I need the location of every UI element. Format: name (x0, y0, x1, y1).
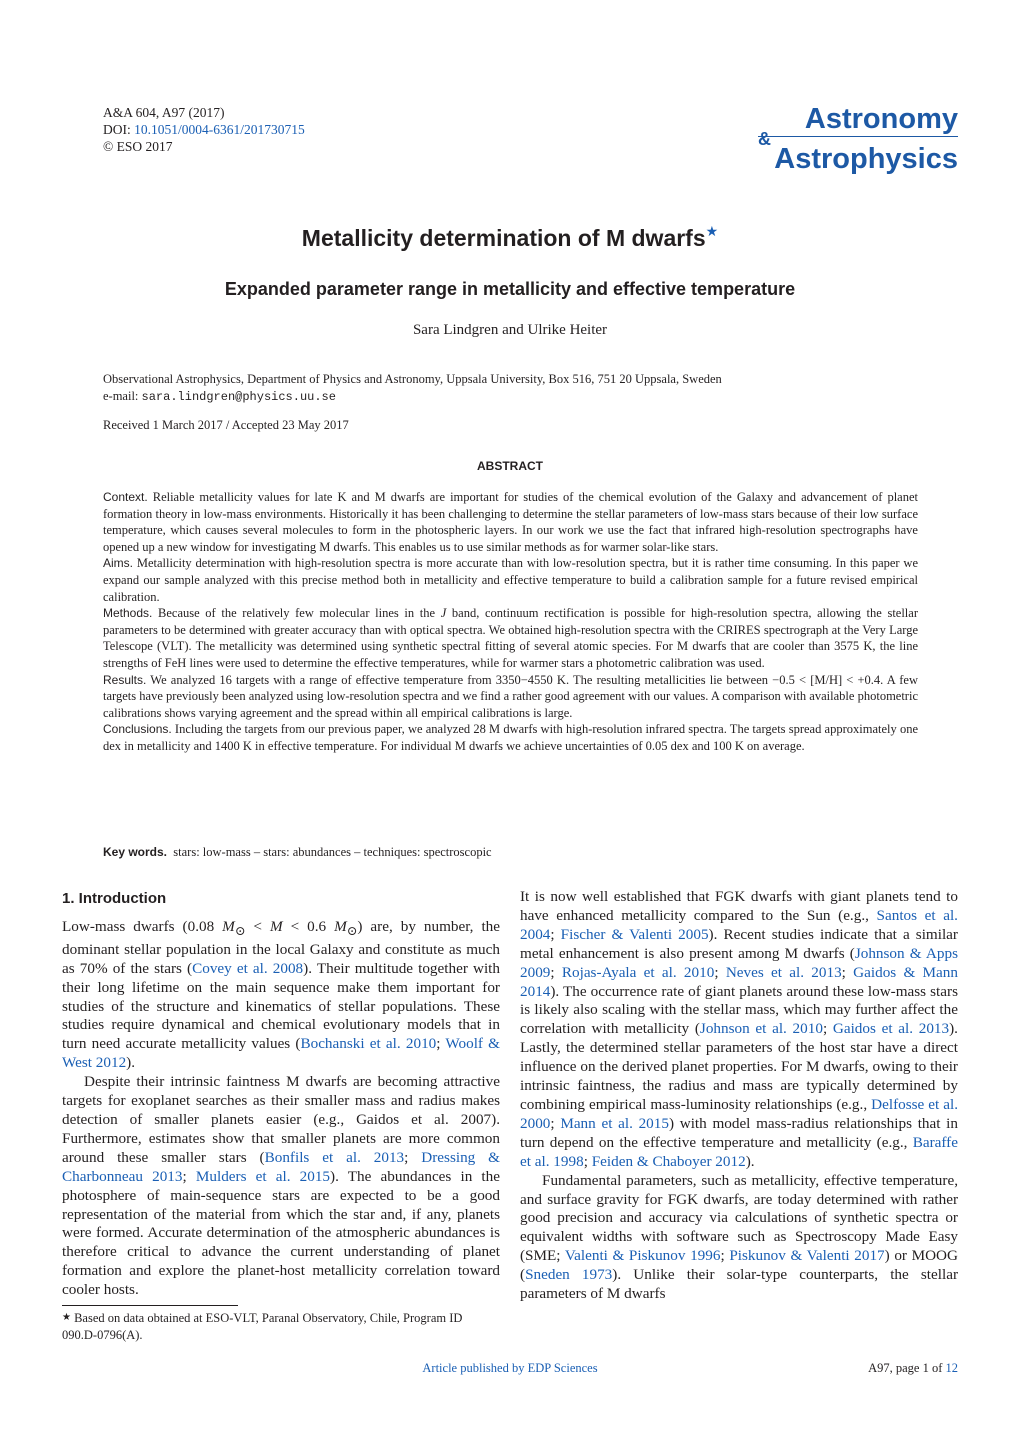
abstract-conclusions-text: Including the targets from our previous paper, we analyzed 28 M dwarfs with high-resolution infrared spectra. The targets spread approximately one dex in metallicity and 1400 K in effective temperature. For individual M dwarfs we achieve uncertainties of 0.05 dex and 100 K on average. (103, 722, 918, 753)
left-column (62, 888, 500, 1300)
math-symbol: M (334, 917, 347, 935)
journal-logo-astronomy: Astronomy (758, 104, 958, 137)
text-run: ). The abundances in the photosphere of main-sequence stars are expected to be a good representation of the material from which the star and, if any, planets were formed. Accurate determination of the atmospheric abundances is therefore critical to advance the current understanding of planet formation and explore the planet-host metallicity correlation toward cooler hosts. (62, 1167, 500, 1299)
intro-paragraph-1 (62, 918, 500, 1073)
text-run: ; (550, 925, 561, 943)
citation-link[interactable]: Gaidos et al. 2013 (832, 1020, 950, 1038)
math-symbol: M (222, 917, 235, 935)
abstract-aims-text: Metallicity determination with high-resolution spectra is more accurate than with low-resolution spectra, but it is rather time consuming. In this paper we expand our sample analyzed with this precise method both in metallicity and effective temperature to build a calibration sample for a future revised empirical calibration. (103, 556, 918, 604)
abstract-methods-band: J (440, 606, 447, 621)
text-run: ) with model mass-radius relationships that in turn depend on the effective temperature and metallicity (e.g., (520, 1114, 958, 1151)
citation-link[interactable]: Neves et al. 2013 (725, 963, 842, 981)
text-run: ; (720, 1247, 730, 1265)
math-symbol: M (269, 917, 283, 935)
citation-link[interactable]: Johnson et al. 2010 (699, 1020, 823, 1038)
received-dates: Received 1 March 2017 / Accepted 23 May 2017 (103, 418, 349, 432)
text-run: It is now well established that FGK dwarfs with giant planets tend to have enhanced metallicity compared to the Sun (e.g., (520, 888, 958, 924)
authors: Sara Lindgren and Ulrike Heiter (412, 322, 608, 338)
abstract (103, 489, 918, 755)
abstract-aims-label: Aims. (103, 556, 133, 571)
abstract-results-label: Results. (103, 672, 147, 687)
abstract-conclusions-label: Conclusions. (103, 722, 172, 737)
text-run: Low-mass dwarfs (0.08 (62, 917, 223, 935)
text-run: ) are, by number, the dominant stellar population in the local Galaxy and constitute as much as 70% of the stars ( (62, 917, 500, 977)
footer-page-number (868, 1361, 958, 1376)
abstract-results (103, 672, 918, 722)
text-run: ). Recent studies indicate that a similar metal enhancement is also present among M dwarfs ( (520, 925, 958, 962)
sun-symbol: ⊙ (346, 923, 358, 938)
citation-link[interactable]: Valenti & Piskunov 1996 (564, 1247, 721, 1265)
email-address: sara.lindgren@physics.uu.se (141, 390, 336, 404)
citation-link[interactable]: Delfosse et al. 2000 (520, 1095, 959, 1132)
abstract-methods-text-a: Because of the relatively few molecular lines in the (152, 606, 441, 621)
footnote (62, 1310, 500, 1344)
abstract-aims (103, 555, 918, 605)
abstract-conclusions (103, 721, 918, 754)
text-run: ). Their multitude together with their long lifetime on the main sequence make them important for studies of the structure and kinematics of stellar populations. These studies require dynamical and chemical evolutionary models that in turn need accurate metallicity values ( (62, 959, 500, 1053)
text-run: ; (714, 963, 726, 981)
text-run: ; (182, 1167, 196, 1185)
paper-title-text: Metallicity determination of M dwarfs (301, 225, 706, 251)
citation-link[interactable]: Feiden & Chaboyer 2012 (591, 1152, 746, 1170)
text-run: ; (436, 1035, 446, 1053)
text-run: ; (404, 1148, 422, 1166)
citation: A&A 604, A97 (2017) (103, 105, 225, 120)
text-run: ; (583, 1152, 592, 1170)
right-column (520, 888, 958, 1304)
footnote-mark: ★ (62, 1312, 71, 1323)
citation-link[interactable]: Sneden 1973 (525, 1266, 613, 1284)
citation-link[interactable]: Baraffe et al. 1998 (520, 1133, 958, 1170)
text-run: ; (841, 963, 854, 981)
email-line (103, 388, 933, 406)
affiliation (103, 371, 933, 406)
citation-link[interactable]: Mann et al. 2015 (560, 1114, 669, 1132)
abstract-context (103, 489, 918, 555)
text-run: ; (550, 1114, 561, 1132)
doi-link[interactable]: 10.1051/0004-6361/201730715 (134, 122, 305, 137)
text-run: ). Unlike their solar-type counterparts, the stellar parameters of M dwarfs (520, 1266, 958, 1303)
citation-link[interactable]: Dressing & Charbonneau 2013 (62, 1148, 500, 1185)
text-run: ). (126, 1054, 136, 1072)
journal-logo[interactable] (758, 104, 958, 174)
abstract-results-text: We analyzed 16 targets with a range of effective temperature from 3350−4550 K. The resulting metallicities lie between −0.5 < [M/H] < +0.4. A few targets have previously been analyzed using low-resolution spectra and we find a rather good agreement with our values. A comparison with available photometric calibrations shows varying agreement and the spread within all empirical calibrations is large. (103, 672, 918, 720)
journal-logo-astrophysics: Astrophysics (774, 143, 958, 175)
text-run: ). (745, 1152, 755, 1170)
footnote-text: Based on data obtained at ESO-VLT, Paranal Observatory, Chile, Program ID 090.D-0796(A). (62, 1311, 463, 1342)
abstract-methods-text-b: band, continuum rectification is possible for high-resolution spectra, allowing the stellar parameters to be determined with greater accuracy than with optical spectra. We obtained high-resolution spectra with the CRIRES spectrograph at the Very Large Telescope (VLT). The metallicity was determined using synthetic spectral fitting of several atomic species. For M dwarfs that are cooler than 3575 K, the line strengths of FeH lines were used to determine the effective temperatures, while for warmer stars a photometric calibration was used. (103, 606, 918, 670)
sun-symbol: ⊙ (234, 923, 246, 938)
section-heading-introduction: 1. Introduction (62, 890, 167, 907)
copyright: © ESO 2017 (103, 139, 173, 154)
citation-link[interactable]: Woolf & West 2012 (62, 1035, 500, 1072)
paper-subtitle: Expanded parameter range in metallicity and effective temperature (224, 279, 796, 299)
text-run: ). The occurrence rate of giant planets around these low-mass stars is likely also scaling with the stellar mass, which may further affect the correlation with metallicity ( (520, 982, 958, 1038)
citation-link[interactable]: Covey et al. 2008 (192, 959, 304, 977)
footnote-rule (62, 1305, 238, 1306)
text-run: ) or MOOG ( (520, 1247, 958, 1284)
abstract-methods-label: Methods. (103, 606, 153, 621)
intro-paragraph-3 (520, 888, 958, 1172)
doi-label: DOI: (103, 122, 135, 137)
keywords (103, 845, 492, 860)
keywords-text: stars: low-mass – stars: abundances – techniques: spectroscopic (173, 845, 492, 859)
page-label: A97, page 1 of (868, 1361, 946, 1375)
citation-link[interactable]: Gaidos & Mann 2014 (520, 963, 958, 1000)
text-run: Despite their intrinsic faintness M dwarfs are becoming attractive targets for exoplanet searches as their smaller mass and radius makes detection of smaller planets easier (e.g., Gaidos et al. 2007). Furthermore, estimates show that smaller planets are more common around these smaller stars ( (62, 1073, 500, 1166)
citation-link[interactable]: Mulders et al. 2015 (195, 1167, 331, 1185)
text-run: ; (550, 963, 562, 981)
abstract-heading: ABSTRACT (477, 459, 543, 473)
citation-link[interactable]: Piskunov & Valenti 2017 (729, 1247, 885, 1265)
citation-link[interactable]: Santos et al. 2004 (520, 906, 958, 943)
affiliation-address: Observational Astrophysics, Department of Physics and Astronomy, Uppsala University, Box 516, 751 20 Uppsala, Sweden (103, 372, 722, 386)
citation-link[interactable]: Fischer & Valenti 2005 (560, 925, 709, 943)
doi-line (103, 121, 305, 138)
text-run: Fundamental parameters, such as metallicity, effective temperature, and surface gravity for FGK dwarfs, are today determined with rather good precision and accuracy via calculations of synthetic spectra or equivalent widths with software such as Spectroscopy Made Easy (SME; (520, 1171, 958, 1265)
text-run: ; (822, 1020, 833, 1038)
citation-link[interactable]: Johnson & Apps 2009 (520, 944, 958, 981)
intro-paragraph-2 (62, 1073, 500, 1300)
text-run: < (245, 917, 270, 935)
abstract-context-label: Context. (103, 490, 148, 504)
abstract-methods (103, 605, 918, 671)
abstract-context-text: Reliable metallicity values for late K and M dwarfs are important for studies of the chemical evolution of the Galaxy and advancement of planet formation theory in low-mass environments. Historically it has been challenging to determine the stellar parameters of low-mass stars because of their low surface temperature, which causes several molecules to form in the photospheric layers. In our work we use the fact that infrared high-resolution spectrographs have opened up a new window for investigating M dwarfs. This enables us to use similar methods as for warmer solar-like stars. (103, 490, 918, 554)
keywords-label: Key words. (103, 845, 168, 859)
text-run: ). Lastly, the determined stellar parameters of the host star have a direct influence on the derived planet properties. For M dwarfs, owing to their intrinsic faintness, the radius and mass are typically determined by combining empirical mass-luminosity relationships (e.g., (520, 1020, 958, 1113)
intro-paragraph-4 (520, 1172, 958, 1304)
page-total-link[interactable]: 12 (945, 1361, 958, 1375)
title-footnote-mark[interactable]: ★ (705, 223, 719, 239)
publisher-link[interactable]: Article published by EDP Sciences (422, 1361, 598, 1375)
journal-logo-ampersand: & (758, 129, 771, 149)
citation-link[interactable]: Bochanski et al. 2010 (300, 1035, 437, 1053)
citation-link[interactable]: Bonfils et al. 2013 (264, 1148, 405, 1166)
footer-publisher (0, 1361, 1020, 1376)
citation-link[interactable]: Rojas-Ayala et al. 2010 (561, 963, 715, 981)
citation-block (103, 104, 305, 155)
email-label: e-mail: (103, 389, 142, 403)
text-run: < 0.6 (282, 917, 335, 935)
paper-title (0, 225, 1020, 252)
